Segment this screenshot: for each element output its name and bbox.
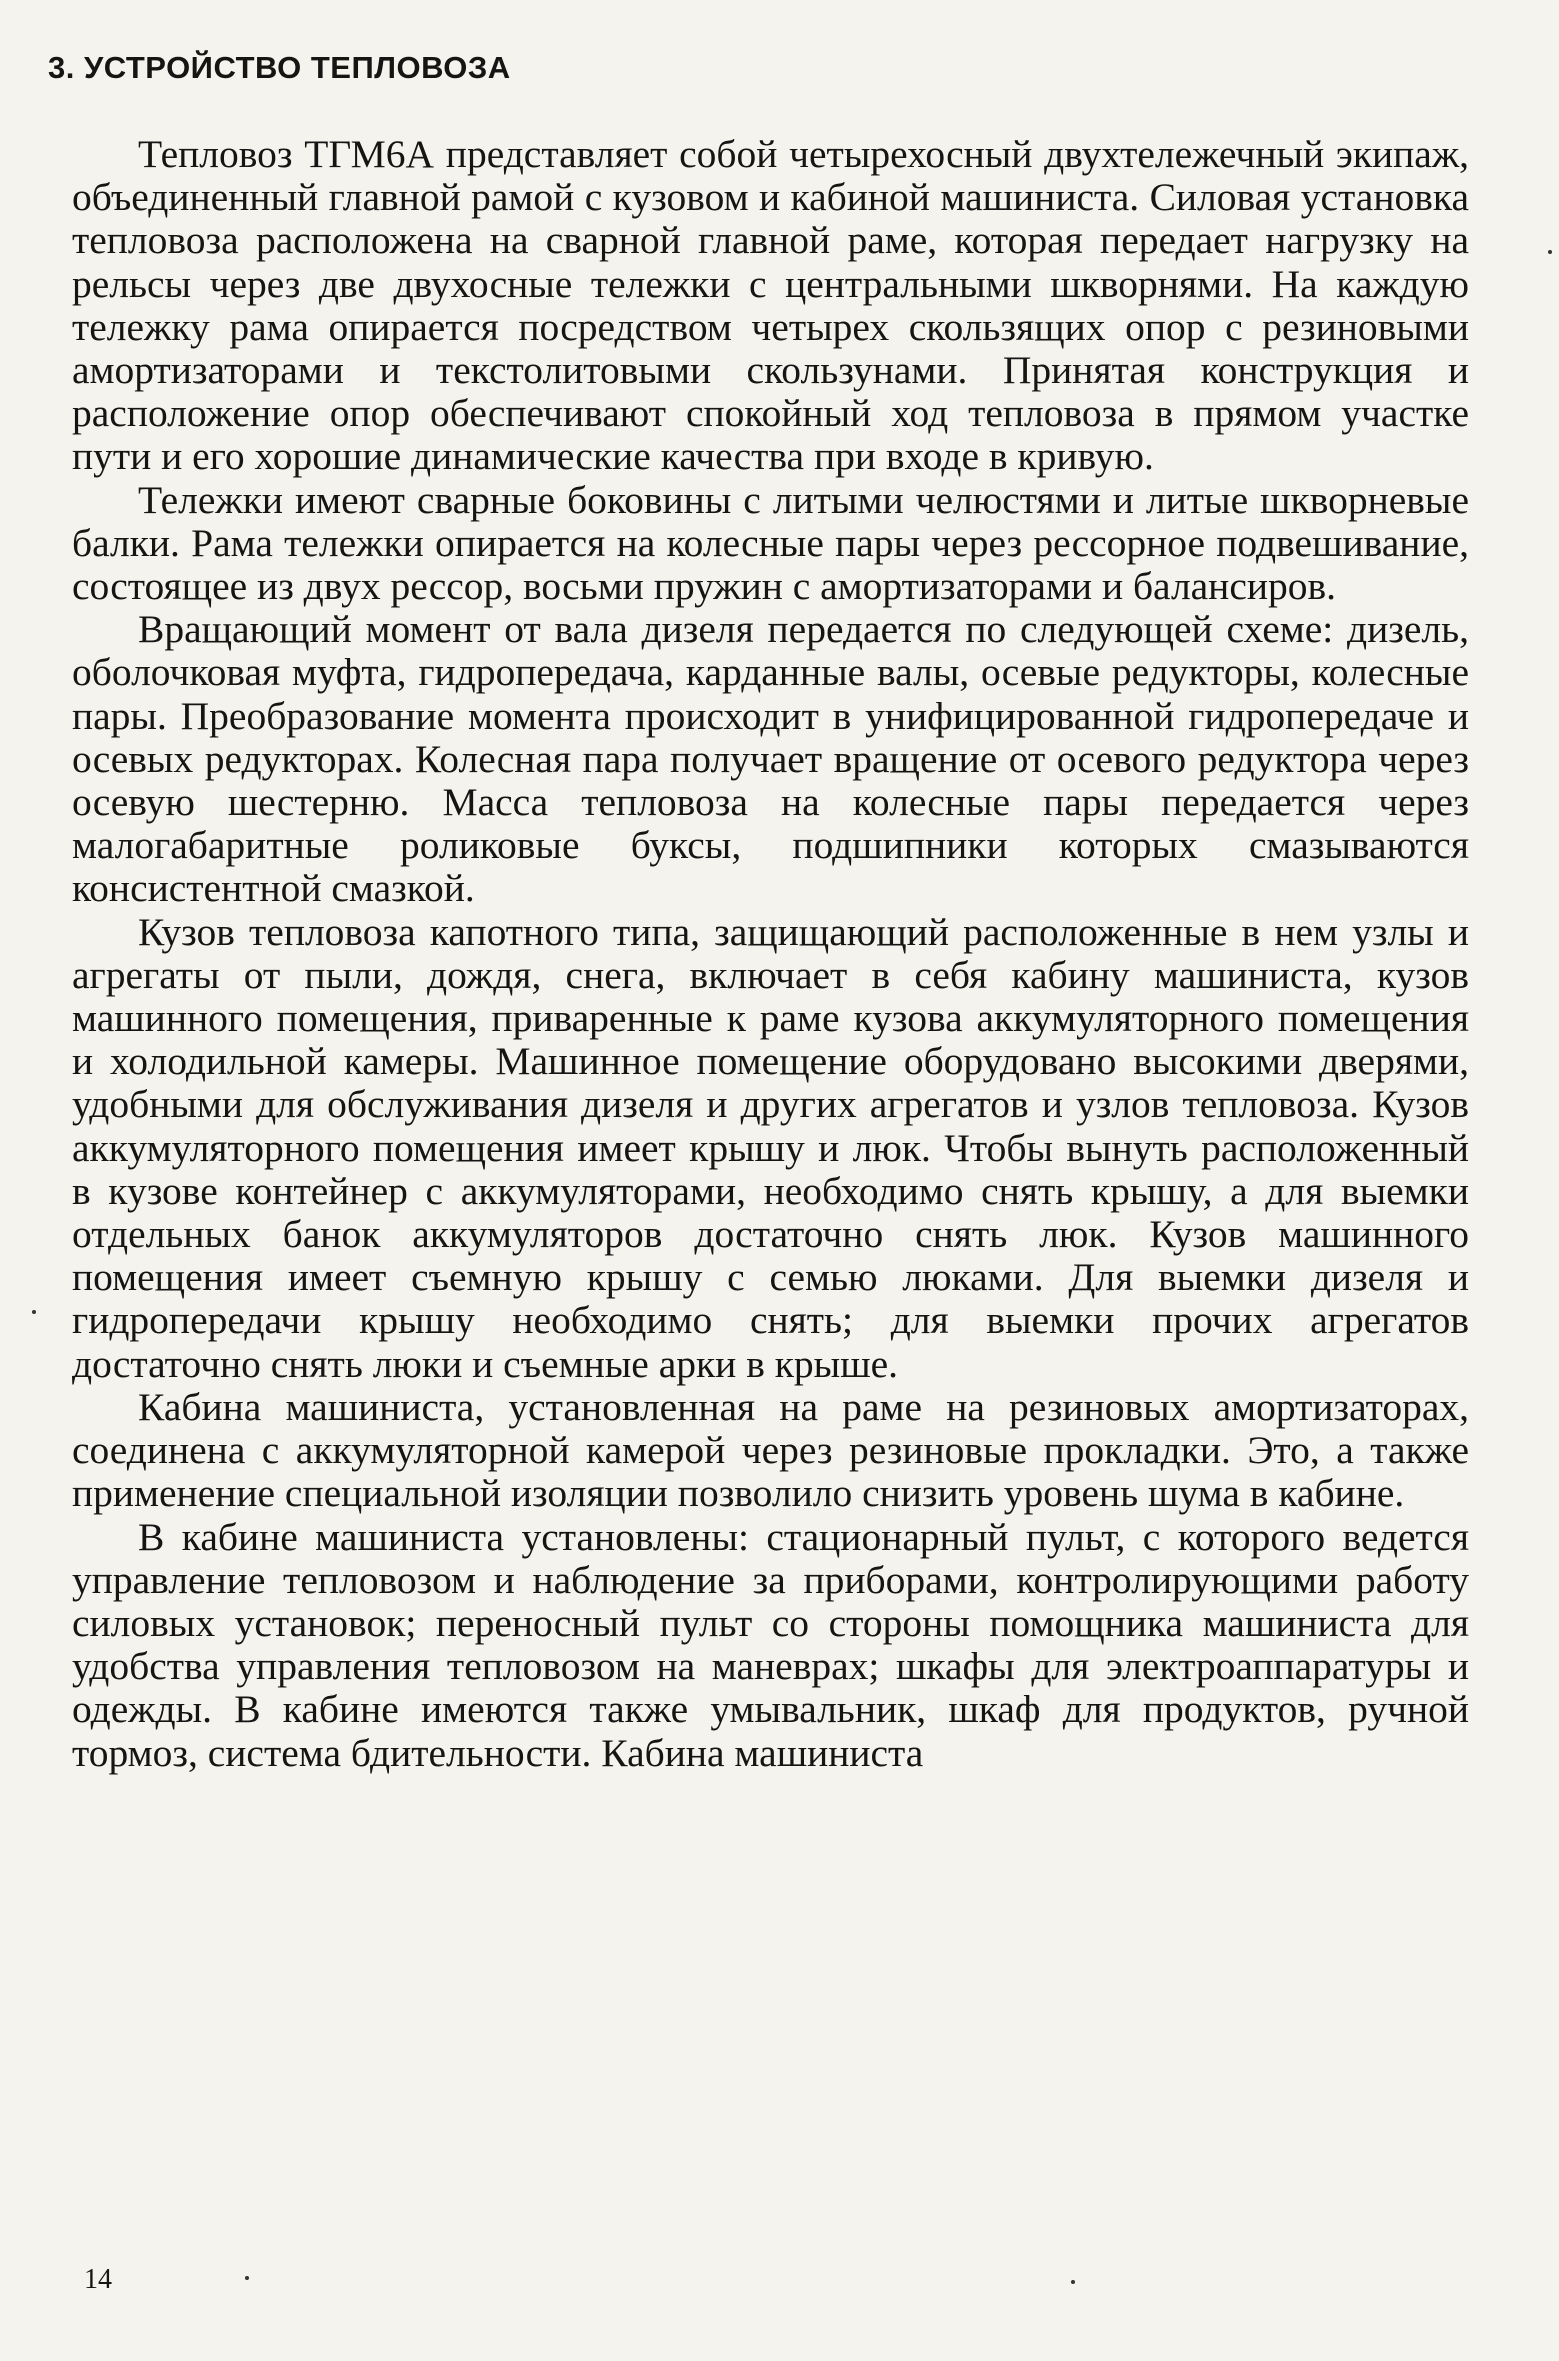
paragraph-4: Кузов тепловоза капотного типа, защищающий расположенные в нем узлы и агрегаты от пыли, дождя, снега, включает в себя кабину машиниста, кузов машинного помещения, приваренные к раме кузова аккумуляторного помещения и холодильной камеры. Машинное помещение оборудовано высокими дверями, удобными для обслуживания дизеля и других агрегатов и узлов тепловоза. Кузов аккумуляторного помещения имеет крышу и люк. Чтобы вынуть расположенный в кузове контейнер с аккумуляторами, необходимо снять крышу, а для выемки отдельных банок аккумуляторов достаточно снять люк. Кузов машинного помещения имеет съемную крышу с семью люками. Для выемки дизеля и гидропередачи крышу необходимо снять; для выемки прочих агрегатов достаточно снять люки и съемные арки в крыше. [72,909,1469,1386]
page-number: 14 [84,2264,112,2295]
body-text [72,133,1469,1775]
paragraph-6: В кабине машиниста установлены: стационарный пульт, с которого ведется управление тепловозом и наблюдение за приборами, контролирующими работу силовых установок; переносный пульт со стороны помощника машиниста для удобства управления тепловозом на маневрах; шкафы для электроаппаратуры и одежды. В кабине имеются также умывальник, шкаф для продуктов, ручной тормоз, система бдительности. Кабина машиниста [72,1514,1469,1775]
section-heading: 3. УСТРОЙСТВО ТЕПЛОВОЗА [48,50,511,85]
scan-speck [32,1310,36,1314]
paragraph-2: Тележки имеют сварные боковины с литыми челюстями и литые шкворневые балки. Рама тележки опирается на колесные пары через рессорное подвешивание, состоящее из двух рессор, восьми пружин с амортизаторами и балансиров. [72,477,1469,609]
scan-speck [1548,250,1552,254]
paragraph-1: Тепловоз ТГМ6А представляет собой четырехосный двухтележечный экипаж, объединенный главной рамой с кузовом и кабиной машиниста. Силовая установка тепловоза расположена на сварной главной раме, которая передает нагрузку на рельсы через две двухосные тележки с центральными шкворнями. На каждую тележку рама опирается посредством четырех скользящих опор с резиновыми амортизаторами и текстолитовыми скользунами. Принятая конструкция и расположение опор обеспечивают спокойный ход тепловоза в прямом участке пути и его хорошие динамические качества при входе в кривую. [72,132,1469,479]
scan-speck [245,2276,249,2280]
paragraph-5: Кабина машиниста, установленная на раме на резиновых амортизаторах, соединена с аккумуляторной камерой через резиновые прокладки. Это, а также применение специальной изоляции позволило снизить уровень шума в кабине. [72,1384,1469,1516]
scan-speck [1071,2280,1075,2284]
paragraph-3: Вращающий момент от вала дизеля передается по следующей схеме: дизель, оболочковая муфта, гидропередача, карданные валы, осевые редукторы, колесные пары. Преобразование момента происходит в унифицированной гидропередаче и осевых редукторах. Колесная пара получает вращение от осевого редуктора через осевую шестерню. Масса тепловоза на колесные пары передается через малогабаритные роликовые буксы, подшипники которых смазываются консистентной смазкой. [72,607,1469,911]
